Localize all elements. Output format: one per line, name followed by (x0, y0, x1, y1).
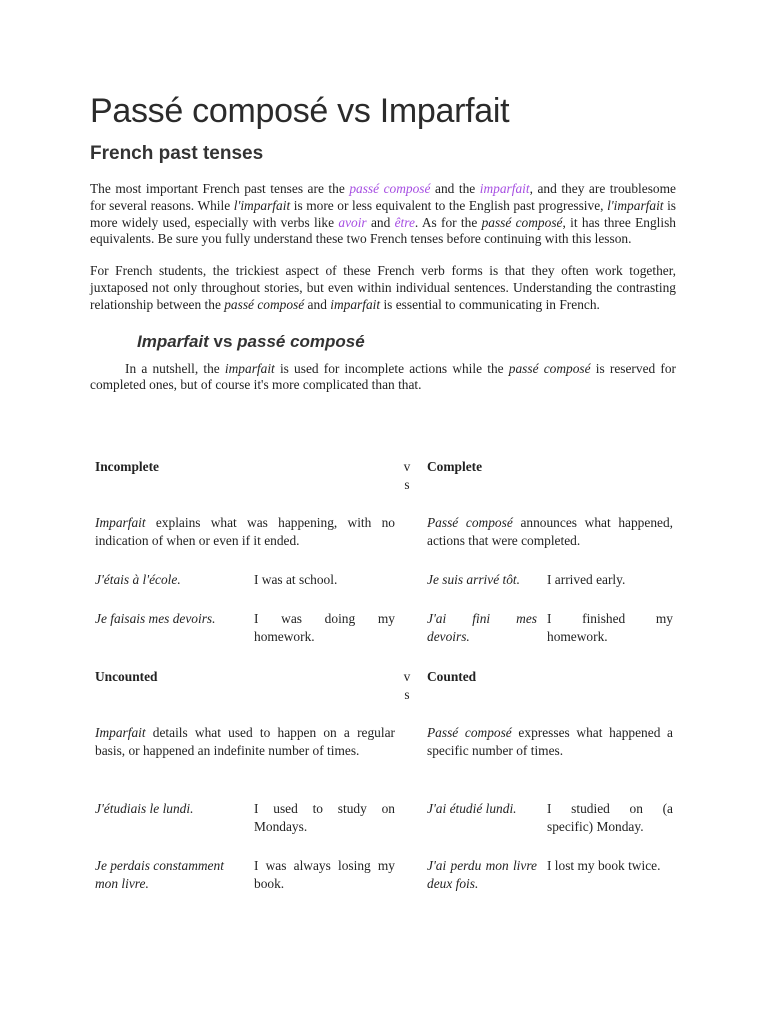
text: and (366, 214, 395, 230)
avoir-link[interactable]: avoir (338, 214, 367, 230)
example-en-left: I was always losing my book. (254, 858, 395, 891)
vs-letter: v (403, 459, 411, 474)
emphasis: passé composé (481, 214, 563, 230)
text: and (304, 296, 331, 312)
emphasis: l'imparfait (233, 197, 291, 213)
text: In a nutshell, the (125, 360, 225, 376)
example-fr-right (427, 571, 537, 589)
text: is used for incomplete actions while the (274, 360, 509, 376)
etre-link[interactable]: être (394, 214, 415, 230)
example-en-right: I arrived early. (547, 572, 626, 587)
emphasis: l'imparfait (607, 197, 664, 213)
text: , and they are troublesome for several reasons. While (90, 181, 676, 213)
emphasis: passé composé (224, 296, 305, 312)
passe-compose-description (427, 514, 673, 550)
vs-letter: s (404, 477, 410, 492)
text: details what used to happen on a regular basis, or happened an indefinite number of times. (95, 725, 395, 758)
counted-header: Counted (427, 669, 477, 684)
imparfait-description (95, 514, 395, 550)
page-title: Passé composé vs Imparfait (90, 92, 510, 130)
imparfait-link[interactable]: imparfait (479, 181, 530, 196)
text: , it has three English equivalents. Be sure you fully understand these two French tenses before continuing with this lesson. (90, 214, 676, 247)
example-fr-right (427, 610, 537, 646)
text: announces what happened, actions that were completed. (427, 515, 673, 548)
example-fr-left (95, 857, 247, 893)
french-text: J'étais à l'école. (95, 572, 181, 587)
heading-part: Imparfait (137, 331, 209, 351)
text: For French students, the trickiest aspect of these French verb forms is that they often work together, juxtaposed not only throughout stories, but even within individual sentences. Understanding the contrasting relationship between the (90, 263, 676, 312)
example-en-right: I lost my book twice. (547, 858, 661, 873)
example-en-right: I studied on (a specific) Monday. (547, 801, 673, 834)
passe-compose-description (427, 724, 673, 760)
emphasis: imparfait (224, 360, 275, 376)
heading-part: passé composé (237, 331, 365, 351)
vs-divider (402, 668, 412, 704)
french-text: Je faisais mes devoirs. (95, 611, 216, 626)
passe-compose-link[interactable]: passé composé (349, 181, 431, 196)
example-en-right: I finished my homework. (547, 611, 673, 644)
french-text: Je perdais constamment mon livre. (95, 858, 224, 891)
vs-letter: v (403, 669, 411, 684)
text: is more widely used, especially with verbs like (90, 197, 677, 230)
example-fr-left (95, 610, 245, 628)
text: is essential to communicating in French. (380, 296, 600, 312)
text: The most important French past tenses are the (90, 181, 350, 196)
example-en-left: I was at school. (254, 572, 338, 587)
incomplete-header: Incomplete (95, 459, 159, 474)
text: and the (430, 181, 480, 196)
vs-letter: s (404, 687, 410, 702)
text: expresses what happened a specific number of times. (427, 725, 673, 758)
emphasis: Imparfait (95, 725, 146, 740)
imparfait-description (95, 724, 395, 760)
uncounted-header: Uncounted (95, 669, 158, 684)
french-text: J'étudiais le lundi. (95, 801, 194, 816)
example-en-left: I was doing my homework. (254, 611, 395, 644)
emphasis: imparfait (330, 296, 381, 312)
complete-header: Complete (427, 459, 483, 474)
french-text: J'ai étudié lundi. (427, 801, 517, 816)
example-fr-left (95, 571, 245, 589)
emphasis: Imparfait (95, 515, 146, 530)
example-fr-right (427, 857, 537, 893)
french-text: Je suis arrivé tôt. (427, 572, 520, 587)
emphasis: Passé composé (427, 725, 512, 740)
emphasis: passé composé (508, 360, 591, 376)
vs-divider (402, 458, 412, 494)
example-fr-left (95, 800, 245, 818)
page-subtitle: French past tenses (90, 143, 264, 164)
example-en-left: I used to study on Mondays. (254, 801, 395, 834)
text: . As for the (414, 214, 482, 230)
emphasis: Passé composé (427, 515, 513, 530)
text: explains what was happening, with no indication of when or even if it ended. (95, 515, 395, 548)
text: is reserved for completed ones, but of course it's more complicated than that. (90, 360, 676, 393)
heading-part: vs (208, 331, 238, 351)
french-text: J'ai fini mes devoirs. (427, 611, 537, 644)
french-text: J'ai perdu mon livre deux fois. (427, 858, 537, 891)
example-fr-right (427, 800, 537, 818)
text: is more or less equivalent to the English past progressive, (290, 197, 608, 213)
